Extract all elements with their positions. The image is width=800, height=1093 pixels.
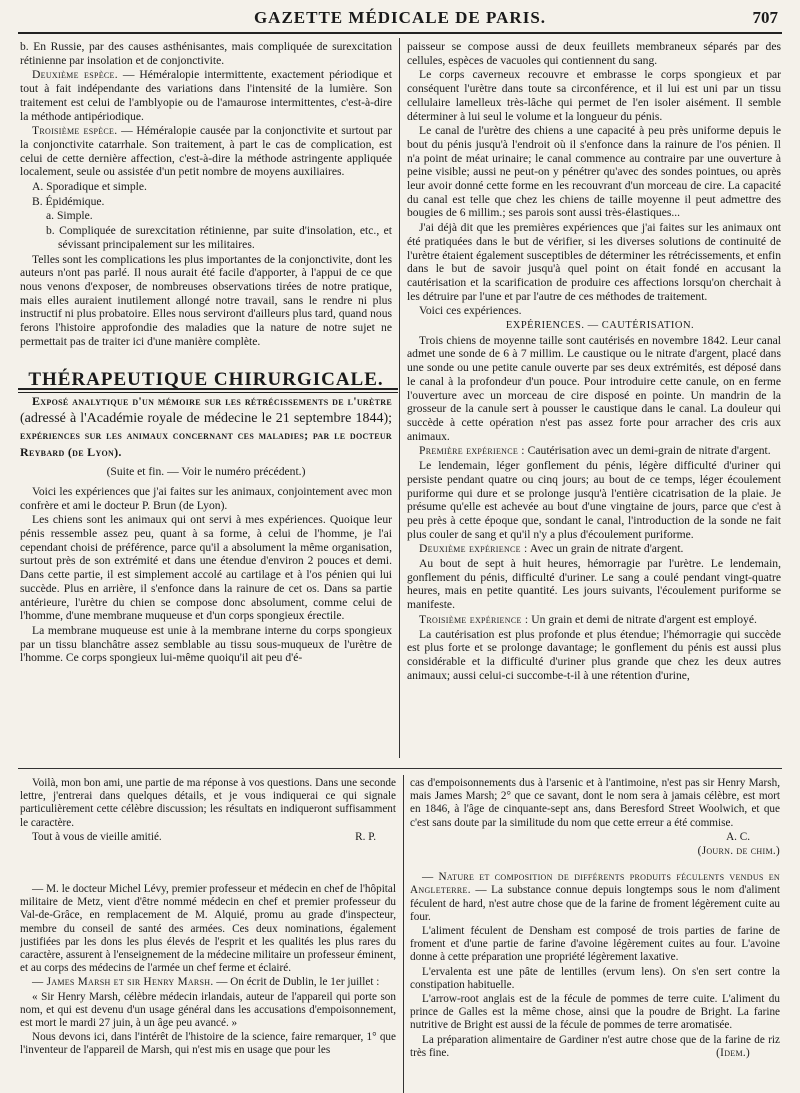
paragraph: L'ervalenta est une pâte de lentilles (ervum lens). On s'en sert contre la constipation habituelle. [410,965,780,991]
continuation-note: (Suite et fin. — Voir le numéro précédent.) [106,465,306,479]
paragraph: Troisième espèce. — Héméralopie causée par la conjonctivite et surtout par la conjonctivite catarrhale. Son traitement, à part le cas de complication, est celui de cette dernière affection, c'est-à-dire la méthode astringente appliquée localement, seule ou assistée d'un petit nombre de moyens auxiliaires. [20,124,392,179]
signature: A. C. [726,830,750,843]
paragraph: La préparation alimentaire de Gardiner n'est autre chose que de la farine de riz très fine. (Idem.) [410,1033,780,1059]
paragraph: Voici les expériences que j'ai faites sur les animaux, conjointement avec mon confrère et ami le docteur P. Brun (de Lyon). [20,484,392,512]
list-item: A. Sporadique et simple. [32,180,147,194]
closing-line: Tout à vous de vieille amitié. R. P. [20,831,396,844]
paragraph: L'arrow-root anglais est de la fécule de pommes de terre cuite. L'aliment du prince de Galles est la même chose, ainsi que la poudre de Bright. La farine nutritive de Bright est aussi de la fécule de pommes de terre aromatisée. [410,993,780,1032]
paragraph: Les chiens sont les animaux qui ont servi à mes expériences. Quoique leur pénis ressemble assez peu, quant à sa forme, à celui de l'homme, je l'ai cependant choisi de préférence, parce qu'il a absolument la même organisation, surtout près de son extrémité et dans une étendue d'environ 2 pouces et demi. Dans cette partie, il est simplement accolé au cartilage et à l'os pénien qui lui succède. Plus en arrière, il s'enfonce dans la rainure de cet os. Dans sa partie antérieure, l'urètre du chien se compose donc absolument, comme celui de l'homme, d'une membrane muqueuse et d'un corps spongieux érectile. [20,513,392,623]
article-subtitle: Exposé analytique d'un mémoire sur les rétrécissements de l'urètre (adressé à l'Académie royale de médecine le 21 septembre 1844); expériences sur les animaux concernant ces maladies; par le docteur Reybard (de Lyon). [20,394,392,460]
paragraph: Troisième expérience : Un grain et demi de nitrate d'argent est employé. [419,612,757,626]
paragraph: Au bout de sept à huit heures, hémorragie par l'urètre. Le lendemain, gonflement du pénis, difficulté d'uriner. Le sang a coulé pendant vingt-quatre heures, mais en petite quantité. Les jours suivants, l'écoulement puriforme se manifeste. [407,557,781,612]
list-item: a. Simple. [46,209,93,223]
paragraph: Deuxième espèce. — Héméralopie intermittente, exactement périodique et tout à fait indépendante des variations dans l'intensité de la lumière. Son traitement est celui de l'amblyopie ou de l'amaurose intermittentes, c'est-à-dire la méthode antipériodique. [20,68,392,123]
source-citation: (Journ. de chim.) [697,845,780,858]
paragraph: paisseur se compose aussi de deux feuillets membraneux séparés par des cellules, espèces de vacuoles qui contiennent du sang. [407,40,781,67]
page-number: 707 [752,8,778,27]
journal-title: GAZETTE MÉDICALE DE PARIS. [253,8,547,27]
paragraph: cas d'empoisonnements dus à l'arsenic et à l'antimoine, n'est pas sir Henry Marsh, mais James Marsh; 2° que ce savant, dont le nom sera à jamais célèbre, est mort en 1846, à l'âge de cinquante-sept ans, dans Beresford Street Woolwich, et que c'est sans doute par la similitude du nom que cette erreur a été commise. [410,777,780,829]
column-divider-top [399,38,400,758]
subsection-heading: EXPÉRIENCES. — CAUTÉRISATION. [505,320,695,332]
source-citation: (Idem.) [716,1046,750,1059]
paragraph: Nous devons ici, dans l'intérêt de l'histoire de la science, faire remarquer, 1° que l'inventeur de l'appareil de Marsh, qui n'est mis en usage que pour les [20,1031,396,1057]
list-item: b. Compliquée de surexcitation rétinienne, par suite d'insolation, etc., et sévissant principalement sur les militaires. [46,224,392,251]
bottom-left-column [20,777,396,1089]
paragraph: Trois chiens de moyenne taille sont cautérisés en novembre 1842. Leur canal admet une sonde de 6 à 7 millim. Le caustique ou le nitrate d'argent, placé dans une sonde ou une petite canule ouverte par ses deux extrémités, est déposé dans le canal à la profondeur d'un pouce. Pour introduire cette canule, on en ferme l'ouverture avec un morceau de cire disposé en pointe. Un mandrin de la grosseur de la canule sert à pousser le caustique dans le canal. La douleur qui succède à cette opération n'est pas assez forte pour arracher des cris aux animaux. [407,333,781,443]
section-title: THÉRAPEUTIQUE CHIRURGICALE. [28,369,384,391]
paragraph: La cautérisation est plus profonde et plus étendue; l'hémorragie qui succède est plus forte et se prolonge davantage; le gonflement du pénis est aussi plus considérable et la difficulté d'uriner plus grande que chez les deux autres animaux; aussi celui-ci succombe-t-il à une rétention d'urine, [407,627,781,682]
paragraph: — Nature et composition de différents produits féculents vendus en Angleterre. — La substance connue depuis longtemps sous le nom d'aliment féculent de hard, n'est autre chose que de la farine de froment légèrement cuite au four. [410,871,780,923]
paragraph: Voici ces expériences. [419,304,522,318]
paragraph: La membrane muqueuse est unie à la membrane interne du corps spongieux par un tissu blanchâtre assez semblable au tissu sous-muqueux de l'urètre de l'homme. Ce corps spongieux lui-même quoiqu'il ait peu d'é- [20,623,392,665]
bottom-right-column [410,777,780,1089]
list-item: B. Épidémique. [32,194,105,208]
paragraph: « Sir Henry Marsh, célèbre médecin irlandais, auteur de l'appareil qui porte son nom, et qui est devenu d'un usage général dans les accusations d'empoisonnement, est mort le mardi 27 juin, à un âge peu avancé. » [20,990,396,1030]
bottom-section-rule [18,768,782,769]
paragraph: Le corps caverneux recouvre et embrasse le corps spongieux et par conséquent l'urètre dans toute sa circonférence, et il lui est uni par un tissu cellulaire lamelleux très-lâche qui permet de l'en isoler aisément. Il semble déterminer à lui seul le volume et la longueur du pénis. [407,68,781,123]
paragraph: b. En Russie, par des causes asthénisantes, mais compliquée de surexcitation rétinienne par insolation et de conjonctivite. [20,40,392,67]
paragraph: J'ai déjà dit que les premières expériences que j'ai faites sur les animaux ont été pratiquées dans le but de vérifier, si les diverses solutions de continuité de l'urètre étaient également susceptibles de déterminer les rétrécissements, et enfin dans le but de savoir jusqu'à quel point on était fondé en accusant la cautérisation et la scarification de produire ces affections lorsqu'on cherchait à les détruire par l'une et par l'autre de ces méthodes de traitement. [407,221,781,303]
paragraph: L'aliment féculent de Densham est composé de trois parties de farine de froment et d'une partie de farine d'avoine légèrement cuites au four. L'avoine donne à cette préparation une propriété légèrement laxative. [410,925,780,964]
left-column [20,40,392,765]
paragraph: — M. le docteur Michel Lévy, premier professeur et médecin en chef de l'hôpital militaire de Metz, vient d'être nommé médecin en chef et premier professeur du Val-de-Grâce, en remplacement de M. Alquié, promu au grade d'inspecteur, membre du conseil de santé des armées. Ces deux nominations, également justifiées par les dons les plus élevés de l'esprit et les qualités les plus rares du caractère, assurent à l'enseignement de la médecine militaire un professeur éminent, et au corps des médecins de l'armée un chef ferme et éclairé. [20,883,396,975]
paragraph: Première expérience : Cautérisation avec un demi-grain de nitrate d'argent. [419,444,771,458]
paragraph: Deuxième expérience : Avec un grain de nitrate d'argent. [419,542,684,556]
column-divider-bottom [403,775,404,1093]
paragraph: Le canal de l'urètre des chiens a une capacité à peu près uniforme depuis le bout du pénis jusqu'à l'endroit où il s'enfonce dans la rainure de l'os pénien. Il n'a point de méat urinaire; le canal commence au contraire par une ouverture à peine visible; aussi ne peut-on y pénétrer qu'avec des sondes pointues, ou après leur avoir donné cette forme en les recouvrant d'un morceau de cire. La capacité du canal est telle que chez les chiens de taille moyenne il peut admettre des bougies de 6 millim.; ses parois sont aussi très-élastiques... [407,124,781,220]
paragraph: Le lendemain, léger gonflement du pénis, légère difficulté d'uriner qui persiste pendant quatre ou cinq jours; au bout de ce temps, léger écoulement puriforme qui dure et se prolonge jusqu'à l'entière cicatrisation de la plaie. Je présume qu'elle est achevée au bout d'une vingtaine de jours, parce que c'est à peu près à cette époque que, sondant le canal, l'introduction de la sonde ne fait plus couler de sang et qu'il n'y a plus d'écoulement puriforme. [407,459,781,541]
page-header [18,6,782,34]
paragraph: Telles sont les complications les plus importantes de la conjonctivite, dont les auteurs n'ont pas parlé. Il nous aurait été facile d'apporter, à l'appui de ce que nous venons d'exposer, de nombreuses observations tirées de notre pratique, mais elles auraient inutilement allongé notre travail, sans le rendre ni plus instructif ni plus probatoire. Elles nous serviront d'ailleurs plus tard, quand nous ferons l'histoire approfondie des maladies que la nature de notre sujet ne permettait pas de traiter ici d'une manière complète. [20,252,392,348]
right-column [407,40,781,765]
paragraph: — James Marsh et sir Henry Marsh. — On écrit de Dublin, le 1er juillet : [32,976,380,989]
paragraph: Voilà, mon bon ami, une partie de ma réponse à vos questions. Dans une seconde lettre, j'entrerai dans quelques détails, et je vous indiquerai ce qui signale particulièrement cette célèbre discussion; les résultats en indiqueront suffisamment le caractère. [20,777,396,829]
signature: R. P. [355,830,376,843]
